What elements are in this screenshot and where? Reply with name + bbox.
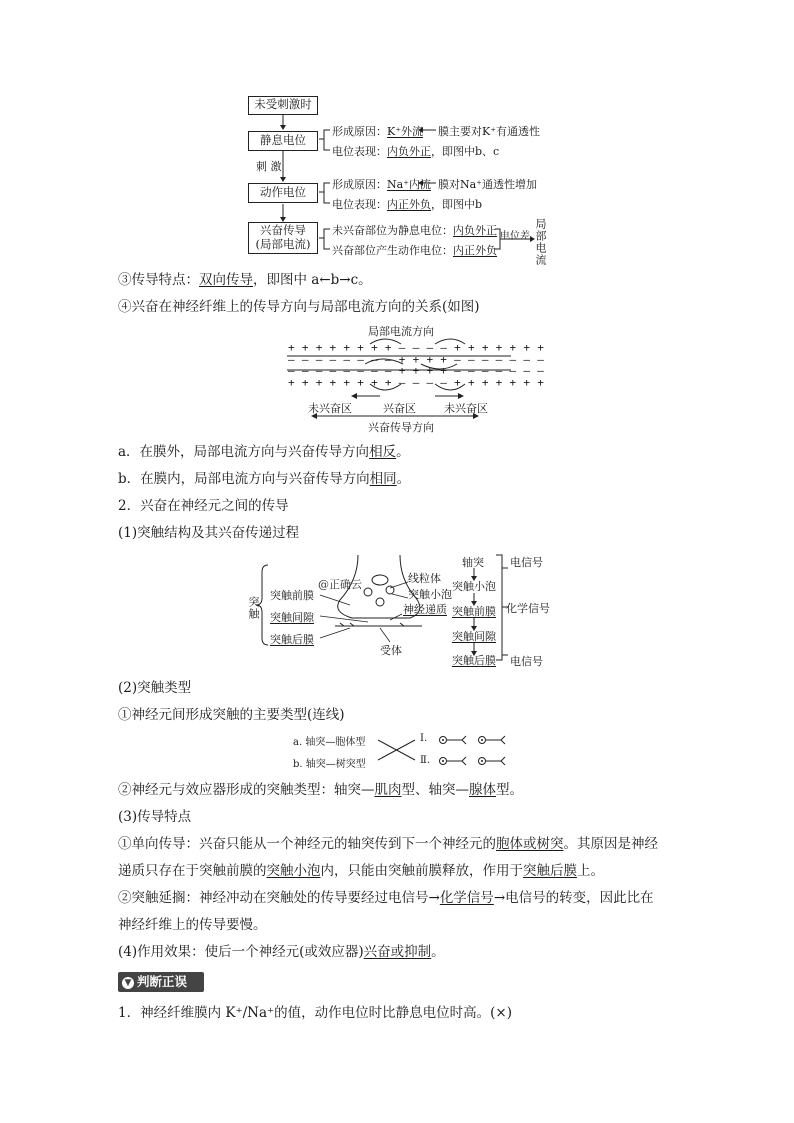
para-outside-membrane: a．在膜外，局部电流方向与兴奋传导方向相反。 xyxy=(118,444,410,460)
question-1: 1．神经纤维膜内 K⁺/Na⁺的值，动作电位时比静息电位时高。(×) xyxy=(118,1005,512,1021)
rest-cause: 形成原因：K⁺外流 xyxy=(332,125,424,138)
subsection-conduction-features: (3)传导特点 xyxy=(118,809,192,825)
synaptic-cleft-label: 突触间隙 xyxy=(270,611,314,624)
unexcited-region: 未兴奋部位为静息电位：内负外正 xyxy=(332,224,497,237)
local-current-direction-label: 局部电流方向 xyxy=(368,325,434,338)
match-item-a: a. 轴突—胞体型 xyxy=(293,737,366,748)
membrane-outer-bottom: + + + + + + + + – – – – + + + + + + + xyxy=(288,376,545,389)
vesicle-label: 突触小泡 xyxy=(408,588,452,601)
membrane-inner-bottom: – – – – – – – – + + + + – – – – – – – xyxy=(288,364,545,377)
subsection-synapse-types: (2)突触类型 xyxy=(118,680,192,696)
judge-badge xyxy=(118,972,204,992)
chain-axon: 轴突 xyxy=(462,556,484,569)
para-inside-membrane: b．在膜内，局部电流方向与兴奋传导方向相同。 xyxy=(118,471,411,487)
para-effector-synapse: ②神经元与效应器形成的突触类型：轴突—肌肉型、轴突—腺体型。 xyxy=(118,782,523,798)
para-effect: (4)作用效果：使后一个神经元(或效应器)兴奋或抑制。 xyxy=(118,944,445,960)
para-direction-relation: ④兴奋在神经纤维上的传导方向与局部电流方向的关系(如图) xyxy=(118,299,480,315)
box-label: 未受刺激时 xyxy=(254,97,312,111)
stimulus-label: 刺 激 xyxy=(256,160,282,173)
para-one-way-1: ①单向传导：兴奋只能从一个神经元的轴突传到下一个神经元的胞体或树突。其原因是神经 xyxy=(118,836,658,852)
membrane-inner-top: – – – – – – – – + + + + – – – – – – – xyxy=(288,353,545,366)
signal-chemical: 化学信号 xyxy=(506,602,550,615)
section-heading-2: 2．兴奋在神经元之间的传导 xyxy=(118,498,289,514)
flow-box-resting xyxy=(248,131,318,151)
excited-zone: 兴奋区 xyxy=(383,402,416,415)
para-delay-2: 神经纤维上的传导要慢。 xyxy=(118,917,267,933)
unexcited-zone-right: 未兴奋区 xyxy=(444,402,488,415)
box-label: 静息电位 xyxy=(260,133,306,147)
badge-label: 判断正误 xyxy=(137,974,188,989)
signal-electric-2: 电信号 xyxy=(510,655,543,668)
box-label: (局部电流) xyxy=(255,237,311,251)
match-lines xyxy=(370,730,520,770)
para-delay-1: ②突触延搁：神经冲动在突触处的传导要经过电信号→化学信号→电信号的转变，因此比在 xyxy=(118,890,654,906)
action-potential: 电位表现：内正外负，即图中b xyxy=(332,198,483,211)
presynaptic-membrane-label: 突触前膜 xyxy=(270,589,314,602)
para-one-way-2: 递质只存在于突触前膜的突触小泡内，只能由突触前膜释放，作用于突触后膜上。 xyxy=(118,863,604,879)
conduction-direction-label: 兴奋传导方向 xyxy=(368,421,434,434)
box-label: 动作电位 xyxy=(260,185,306,199)
watermark: @正确云 xyxy=(318,578,362,591)
para-synapse-main-types: ①神经元间形成突触的主要类型(连线) xyxy=(118,707,345,723)
membrane-outer-top: + + + + + + + + – – – – + + + + + + + xyxy=(288,341,545,354)
postsynaptic-membrane-label: 突触后膜 xyxy=(270,633,314,646)
flow-box-conduction xyxy=(248,222,318,254)
signal-electric-1: 电信号 xyxy=(510,556,543,569)
para-conduction-feature: ③传导特点：双向传导，即图中 a←b→c。 xyxy=(118,272,372,288)
chain-presynaptic: 突触前膜 xyxy=(452,605,496,618)
neurotransmitter-label: 神经递质 xyxy=(403,603,447,616)
potential-difference-label: 电位差 xyxy=(500,231,530,242)
chain-cleft: 突触间隙 xyxy=(452,630,496,643)
mitochondria-label: 线粒体 xyxy=(408,572,441,585)
synapse-brace-label: 突触 xyxy=(247,596,260,620)
flow-box-action xyxy=(248,183,318,203)
rest-potential: 电位表现：内负外正，即图中b、c xyxy=(332,145,500,158)
subsection-synapse-structure: (1)突触结构及其兴奋传递过程 xyxy=(118,525,300,541)
match-item-II: Ⅱ. xyxy=(420,755,430,766)
chain-postsynaptic: 突触后膜 xyxy=(452,654,496,667)
excited-region: 兴奋部位产生动作电位：内正外负 xyxy=(332,244,497,257)
chain-vesicle: 突触小泡 xyxy=(452,580,496,593)
local-current-label: 局部电流 xyxy=(534,218,547,266)
rest-cause-note: 膜主要对K⁺有通透性 xyxy=(438,125,541,138)
box-label: 兴奋传导 xyxy=(260,223,306,237)
chevron-down-icon: ▼ xyxy=(122,977,134,989)
unexcited-zone-left: 未兴奋区 xyxy=(308,402,352,415)
match-item-b: b. 轴突—树突型 xyxy=(293,759,366,770)
match-item-I: Ⅰ. xyxy=(420,733,428,744)
receptor-label: 受体 xyxy=(380,644,402,657)
action-cause: 形成原因：Na⁺内流 xyxy=(332,178,431,191)
action-cause-note: 膜对Na⁺通透性增加 xyxy=(438,178,537,191)
flow-box-unstimulated xyxy=(248,96,318,115)
